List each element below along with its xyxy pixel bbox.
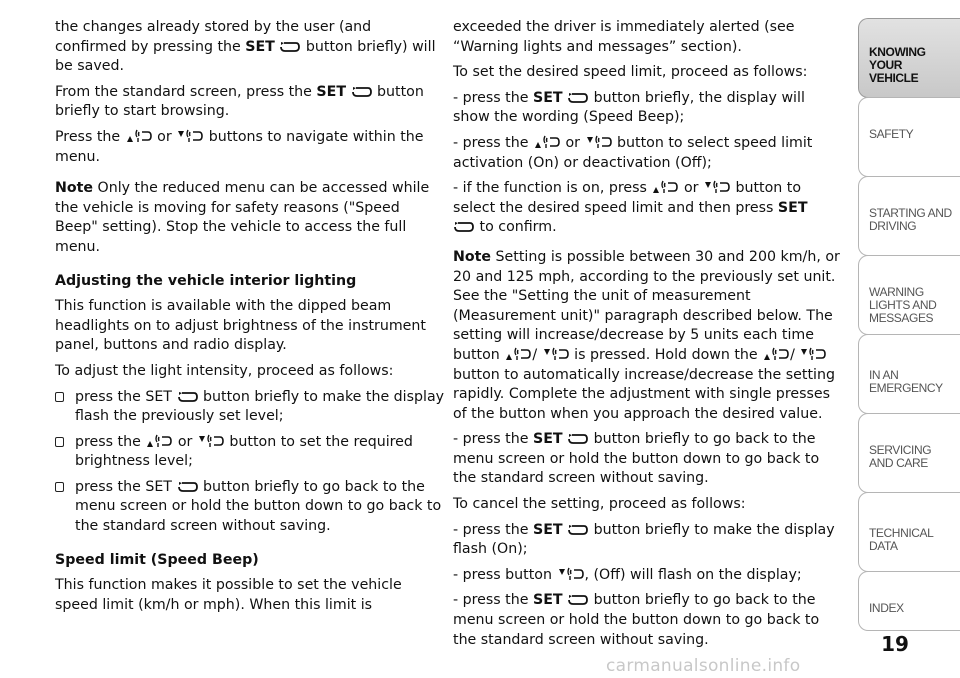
left-column (55, 18, 445, 621)
tab-index[interactable]: INDEX (858, 571, 960, 631)
paragraph-alerted: exceeded the driver is immediately alerted (see “Warning lights and messages” section). (453, 19, 795, 55)
set-button-icon (568, 523, 588, 537)
up-button-icon (126, 128, 152, 144)
paragraph-set-proceed: To set the desired speed limit, proceed as follows: (453, 64, 808, 81)
step-item: - press the or button to select speed limit activation (On) or deactivation (Off); (453, 134, 813, 171)
paragraph-cancel-proceed: To cancel the setting, proceed as follows: (453, 496, 746, 513)
note-setting-range: Note Setting is possible between 30 and 200 km/h, or 20 and 125 mph, according to the previously set unit. See the "Setting the unit of measurement (Measurement unit)" paragraph described below. The setting will increase/decrease by 5 units each time button / is pressed. Hold down the / button to automatically increase/decrease the setting rapidly. Complete the adjustment with single presses of the button when you approach the desired value. (453, 248, 840, 422)
set-button-icon (568, 432, 588, 446)
up-button-icon (652, 179, 678, 195)
bullet-box-icon (55, 482, 64, 492)
up-button-icon (146, 433, 172, 449)
tab-in-an-emergency[interactable]: IN AN EMERGENCY (858, 334, 960, 414)
down-button-icon (558, 566, 584, 582)
up-button-icon (763, 346, 789, 362)
paragraph-speed-limit-intro: This function makes it possible to set the vehicle speed limit (km/h or mph). When this limit is (55, 577, 402, 613)
set-button-icon (352, 85, 372, 99)
step-item: - press the SET button briefly to go back to the menu screen or hold the button down to go back to the standard screen without saving. (453, 592, 820, 648)
down-button-icon (704, 179, 730, 195)
down-button-icon (543, 346, 569, 362)
down-button-icon (800, 346, 826, 362)
bullet-box-icon (55, 392, 64, 402)
down-button-icon (198, 433, 224, 449)
step-item: - press button , (Off) will flash on the display; (453, 566, 802, 583)
bullet-item: press the SET button briefly to go back to the menu screen or hold the button down to go back to the standard screen without saving. (55, 478, 445, 537)
set-button-icon (178, 480, 198, 494)
step-item: - press the SET button briefly to go back to the menu screen or hold the button down to go back to the standard screen without saving. (453, 431, 820, 487)
note-reduced-menu: Note Only the reduced menu can be accessed while the vehicle is moving for safety reasons ("Speed Beep" setting). Stop the vehicle to access the full menu. (55, 180, 430, 255)
down-button-icon (177, 128, 203, 144)
heading-speed-limit: Speed limit (Speed Beep) (55, 551, 259, 568)
paragraph-navigate: Press the or buttons to navigate within the menu. (55, 128, 424, 165)
bullet-item: press the or button to set the required brightness level; (55, 433, 445, 472)
paragraph-browse: From the standard screen, press the SET button briefly to start browsing. (55, 83, 424, 120)
down-button-icon (586, 134, 612, 150)
bullet-box-icon (55, 437, 64, 447)
step-item: - press the SET button briefly to make the display flash (On); (453, 521, 835, 558)
watermark: carmanualsonline.info (606, 656, 801, 676)
step-item: - if the function is on, press or button to select the desired speed limit and then press SET to confirm. (453, 180, 808, 236)
bullet-item: press the SET button briefly to make the display flash the previously set level; (55, 388, 445, 427)
tab-starting-and-driving[interactable]: STARTING AND DRIVING (858, 176, 960, 256)
tab-safety[interactable]: SAFETY (858, 97, 960, 177)
up-button-icon (505, 346, 531, 362)
paragraph-saved: the changes already stored by the user (and confirmed by pressing the SET button briefly) will be saved. (55, 19, 436, 75)
page-number: 19 (881, 632, 909, 656)
paragraph-lighting-proceed: To adjust the light intensity, proceed as follows: (55, 362, 394, 379)
tab-knowing-your-vehicle[interactable]: KNOWING YOUR VEHICLE (858, 18, 960, 98)
tab-warning-lights[interactable]: WARNING LIGHTS AND MESSAGES (858, 255, 960, 335)
set-button-icon (280, 40, 300, 54)
set-button-icon (454, 220, 474, 234)
paragraph-lighting-available: This function is available with the dipped beam headlights on to adjust brightness of the instrument panel, buttons and radio display. (55, 298, 426, 354)
right-column (453, 18, 845, 656)
set-button-icon (568, 593, 588, 607)
chapter-tabs (858, 18, 960, 630)
up-button-icon (534, 134, 560, 150)
step-item: - press the SET button briefly, the display will show the wording (Speed Beep); (453, 89, 805, 126)
set-button-icon (568, 91, 588, 105)
tab-servicing-and-care[interactable]: SERVICING AND CARE (858, 413, 960, 493)
heading-interior-lighting: Adjusting the vehicle interior lighting (55, 272, 357, 289)
set-button-icon (178, 390, 198, 404)
tab-technical-data[interactable]: TECHNICAL DATA (858, 492, 960, 572)
